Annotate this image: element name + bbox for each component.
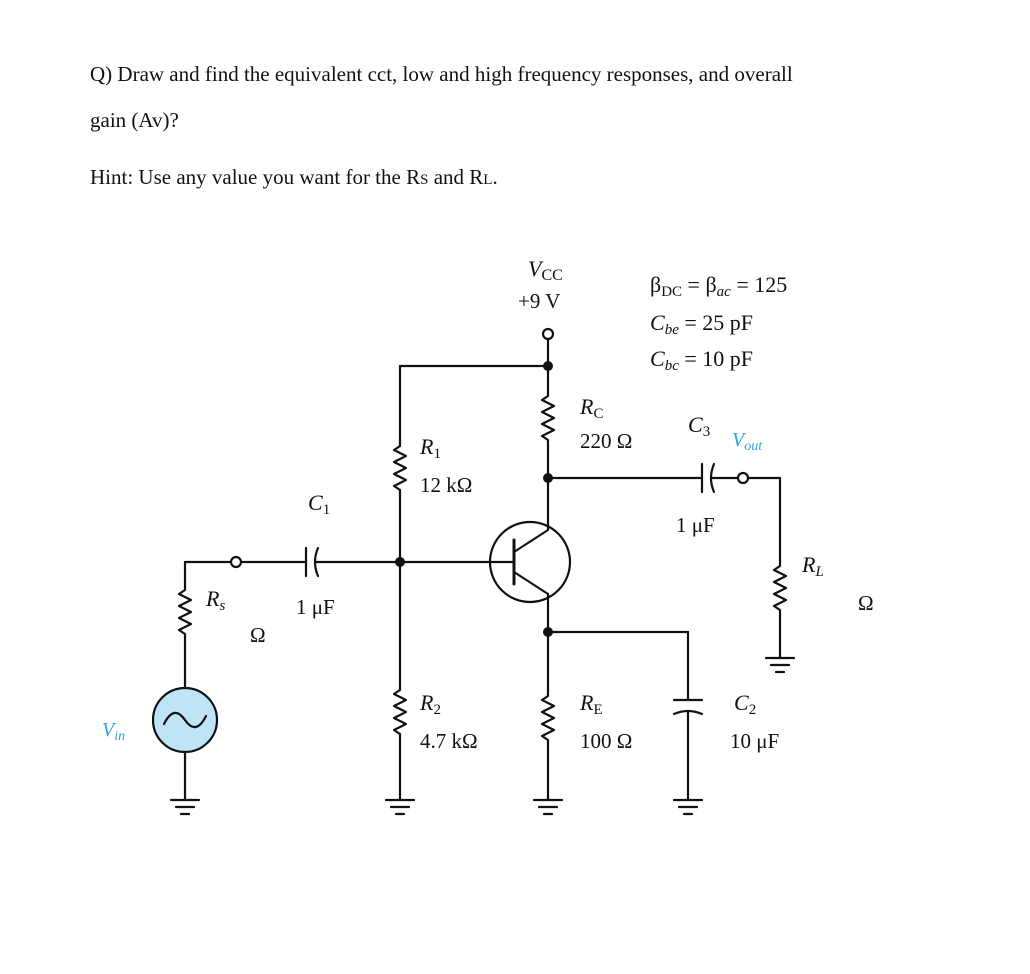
input-to-rs-wire: [185, 562, 231, 585]
question-line-1: Q) Draw and find the equivalent cct, low and high frequency responses, and overall: [90, 62, 793, 86]
transistor-collector-lead: [514, 530, 548, 552]
c2-value: 10 μF: [730, 729, 780, 753]
r1-value: 12 kΩ: [420, 473, 473, 497]
cbe-param: Cbe = 25 pF: [650, 310, 754, 338]
re-ground-symbol: [534, 800, 562, 814]
r1-label: R1: [420, 434, 441, 462]
c1-label: C1: [308, 490, 331, 518]
vcc-terminal: [543, 329, 553, 339]
input-terminal: [231, 557, 241, 567]
rs-resistor: [179, 585, 191, 688]
beta-param: βDC = βac = 125: [650, 272, 788, 300]
junction-dot-collector: [543, 473, 553, 483]
c1-value: 1 μF: [296, 595, 335, 619]
rc-value: 220 Ω: [580, 429, 633, 453]
rl-value: Ω: [858, 591, 874, 615]
rs-label: Rs: [206, 586, 226, 614]
vcc-value: +9 V: [518, 289, 561, 313]
c3-value: 1 μF: [676, 513, 715, 537]
r2-ground-symbol: [386, 800, 414, 814]
c2-label: C2: [734, 690, 757, 718]
hint-rs-sub: S: [420, 172, 429, 188]
hint-prefix: Hint: Use any value you want for the R: [90, 165, 421, 189]
vin-ground-symbol: [171, 800, 199, 814]
rl-ground-symbol: [766, 658, 794, 672]
r1-resistor: [394, 440, 406, 562]
junction-dot-base: [395, 557, 405, 567]
r2-label: R2: [420, 690, 441, 718]
r2-resistor: [394, 562, 406, 800]
r2-value: 4.7 kΩ: [420, 729, 478, 753]
vout-label: $V_{out}$: [732, 429, 763, 454]
junction-dot-emitter: [543, 627, 553, 637]
rc-resistor: [542, 390, 554, 478]
vout-to-rl-wire: [748, 478, 780, 560]
hint-end: .: [492, 165, 498, 189]
hint-rl-sub: L: [483, 172, 493, 188]
vcc-label: VCC: [528, 256, 563, 284]
re-value: 100 Ω: [580, 729, 633, 753]
c2-ground-symbol: [674, 800, 702, 814]
question-line-2: gain (Av)?: [90, 108, 179, 132]
junction-dot-vcc: [543, 361, 553, 371]
vout-terminal: [738, 473, 748, 483]
re-label: RE: [580, 690, 603, 718]
c3-label: C3: [688, 412, 711, 440]
transistor-emitter-lead: [514, 572, 548, 594]
cbc-param: Cbc = 10 pF: [650, 346, 754, 374]
rl-resistor: [774, 560, 786, 658]
re-resistor: [542, 690, 554, 800]
vin-label: $V_{in}$: [102, 719, 126, 744]
rl-label: RL: [802, 552, 824, 580]
rs-value: Ω: [250, 623, 266, 647]
hint-mid: and R: [428, 165, 484, 189]
rc-label: RC: [580, 394, 604, 422]
